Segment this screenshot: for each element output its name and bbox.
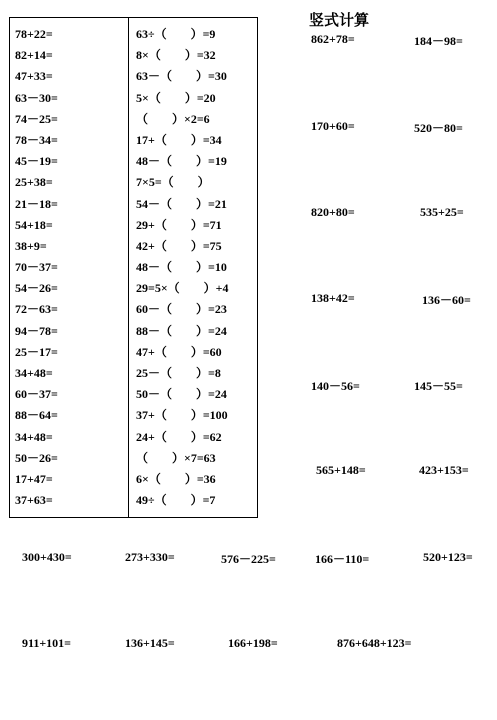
- problem: 423+153=: [419, 463, 469, 477]
- mental-math-item: 88－（ ）=24: [136, 323, 227, 338]
- mental-math-item: 7×5=（ ）: [136, 175, 210, 190]
- problem: 862+78=: [311, 32, 355, 46]
- mental-math-item: 25－（ ）=8: [136, 366, 221, 380]
- problem: 520+123=: [423, 550, 473, 564]
- mental-math-item: 25+38=: [15, 175, 53, 190]
- column-divider: [128, 17, 129, 518]
- problem: 876+648+123=: [337, 636, 412, 650]
- mental-math-item: 37+（ ）=100: [136, 408, 228, 423]
- mental-math-item: 70－37=: [15, 260, 58, 275]
- mental-math-item: 37+63=: [15, 493, 53, 508]
- mental-math-item: 74－25=: [15, 111, 58, 126]
- mental-math-item: 25－17=: [15, 344, 58, 359]
- problem: 576－225=: [221, 552, 276, 566]
- mental-math-item: 38+9=: [15, 238, 47, 253]
- mental-math-item: 34+48=: [15, 366, 53, 380]
- mental-math-item: 42+（ ）=75: [136, 238, 222, 253]
- mental-math-item: 60－37=: [15, 387, 58, 402]
- mental-math-item: 94－78=: [15, 323, 58, 338]
- problem: 300+430=: [22, 550, 72, 564]
- mental-math-item: （ ）×2=6: [136, 111, 210, 126]
- problem: 520－80=: [414, 121, 463, 135]
- problem: 166+198=: [228, 636, 278, 650]
- problem: 138+42=: [311, 291, 355, 305]
- mental-math-item: 72－63=: [15, 302, 58, 317]
- mental-math-item: 48－（ ）=19: [136, 154, 227, 169]
- mental-math-item: 5×（ ）=20: [136, 90, 216, 105]
- problem: 140－56=: [311, 379, 360, 393]
- mental-math-item: 54－（ ）=21: [136, 196, 227, 211]
- mental-math-item: 63－（ ）=30: [136, 69, 227, 84]
- right-column: [136, 24, 229, 511]
- mental-math-item: 17+47=: [15, 471, 53, 486]
- mental-math-item: 48－（ ）=10: [136, 260, 227, 275]
- mental-math-item: 63－30=: [15, 90, 58, 105]
- mental-math-item: 63÷（ ）=9: [136, 27, 216, 41]
- mental-math-item: 88－64=: [15, 408, 58, 423]
- mental-math-item: 6×（ ）=36: [136, 471, 216, 486]
- mental-math-item: （ ）×7=63: [136, 450, 216, 465]
- problem: 184－98=: [414, 34, 463, 48]
- problem: 820+80=: [311, 205, 355, 219]
- mental-math-item: 24+（ ）=62: [136, 429, 222, 444]
- mental-math-item: 60－（ ）=23: [136, 302, 227, 317]
- mental-math-item: 50－26=: [15, 450, 58, 465]
- mental-math-item: 29+（ ）=71: [136, 217, 222, 232]
- problem: 136－60=: [422, 293, 471, 307]
- problem: 911+101=: [22, 636, 72, 650]
- mental-math-item: 17+（ ）=34: [136, 132, 222, 147]
- mental-math-item: 78+22=: [15, 27, 53, 41]
- problem: 136+145=: [125, 636, 175, 650]
- mental-math-item: 8×（ ）=32: [136, 48, 216, 63]
- problem: 145－55=: [414, 379, 463, 393]
- mental-math-item: 47+（ ）=60: [136, 344, 222, 359]
- left-column: [15, 24, 58, 511]
- problem: 273+330=: [125, 550, 175, 564]
- mental-math-item: 29=5×（ ）+4: [136, 281, 229, 296]
- mental-math-item: 82+14=: [15, 48, 53, 63]
- problem: 166－110=: [315, 552, 370, 566]
- problem: 170+60=: [311, 119, 355, 133]
- mental-math-item: 78－34=: [15, 132, 58, 147]
- mental-math-item: 49÷（ ）=7: [136, 493, 216, 508]
- mental-math-item: 21－18=: [15, 196, 58, 211]
- mental-math-item: 54+18=: [15, 217, 53, 232]
- mental-math-item: 34+48=: [15, 429, 53, 444]
- problem: 565+148=: [316, 463, 366, 477]
- problem: 535+25=: [420, 205, 464, 219]
- mental-math-item: 47+33=: [15, 69, 53, 84]
- mental-math-item: 54－26=: [15, 281, 58, 296]
- mental-math-item: 50－（ ）=24: [136, 387, 227, 402]
- mental-math-item: 45－19=: [15, 154, 58, 169]
- section-title: 竖式计算: [309, 11, 370, 29]
